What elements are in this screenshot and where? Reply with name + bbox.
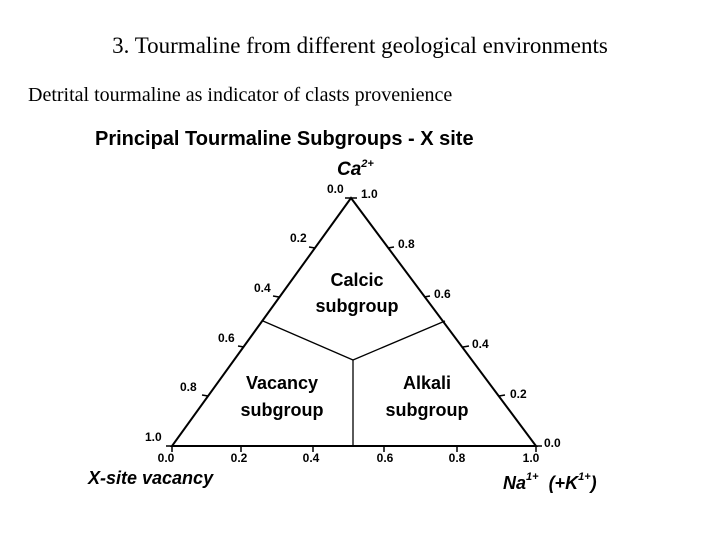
- left-tick-label: 0.0: [327, 182, 344, 196]
- left-tick-mark: [202, 395, 208, 396]
- axis-label-na-k: [503, 471, 597, 493]
- right-tick-label: 0.0: [544, 436, 561, 450]
- bottom-tick-label: 0.0: [157, 451, 175, 465]
- left-tick-label: 0.8: [180, 380, 197, 394]
- right-tick-mark: [499, 395, 505, 396]
- diagram-title: Principal Tourmaline Subgroups - X site: [95, 128, 474, 150]
- region-alkali-line2: subgroup: [385, 400, 469, 420]
- right-tick-mark: [388, 247, 394, 248]
- region-vacancy-line1: Vacancy: [245, 373, 319, 393]
- bottom-tick-label: 1.0: [522, 451, 540, 465]
- right-tick-label: 0.4: [472, 337, 489, 351]
- right-tick-label: 0.8: [398, 237, 415, 251]
- right-tick-mark: [424, 296, 430, 297]
- axis-label-vacancy: X-site vacancy: [88, 468, 214, 488]
- right-tick-label: 1.0: [361, 187, 378, 201]
- left-tick-label: 1.0: [145, 430, 162, 444]
- region-calcic-line2: subgroup: [315, 296, 399, 316]
- left-tick-label: 0.4: [254, 281, 271, 295]
- apex-ca-charge: 2+: [361, 158, 374, 170]
- region-alkali-line1: Alkali: [402, 373, 452, 393]
- bottom-tick-label: 0.4: [302, 451, 320, 465]
- left-tick-label: 0.6: [218, 331, 235, 345]
- axis-k-part: (+K: [538, 473, 579, 493]
- axis-close-paren: ): [590, 473, 597, 493]
- slide-title: 3. Tourmaline from different geological environments: [112, 33, 608, 58]
- left-tick-mark: [309, 247, 315, 248]
- right-tick-label: 0.2: [510, 387, 527, 401]
- axis-na-charge: 1+: [526, 471, 539, 483]
- axis-na-base: Na: [503, 473, 527, 493]
- right-tick-label: 0.6: [434, 287, 451, 301]
- region-calcic-line1: Calcic: [330, 270, 384, 290]
- left-tick-mark: [238, 346, 244, 347]
- triangle-outline: [172, 198, 536, 446]
- bottom-tick-label: 0.8: [448, 451, 466, 465]
- apex-ca-base: Ca: [337, 159, 362, 180]
- bottom-tick-label: 0.2: [230, 451, 248, 465]
- boundary-calcic-vacancy: [263, 321, 353, 360]
- right-tick-mark: [463, 346, 469, 347]
- region-vacancy-line2: subgroup: [240, 400, 324, 420]
- axis-k-charge: 1+: [578, 471, 591, 483]
- left-tick-mark: [273, 296, 279, 297]
- left-tick-label: 0.2: [290, 231, 307, 245]
- boundary-calcic-alkali: [353, 321, 445, 360]
- slide-subtitle: Detrital tourmaline as indicator of clasts provenience: [28, 84, 453, 106]
- apex-ca-label: [337, 158, 374, 180]
- bottom-tick-label: 0.6: [376, 451, 394, 465]
